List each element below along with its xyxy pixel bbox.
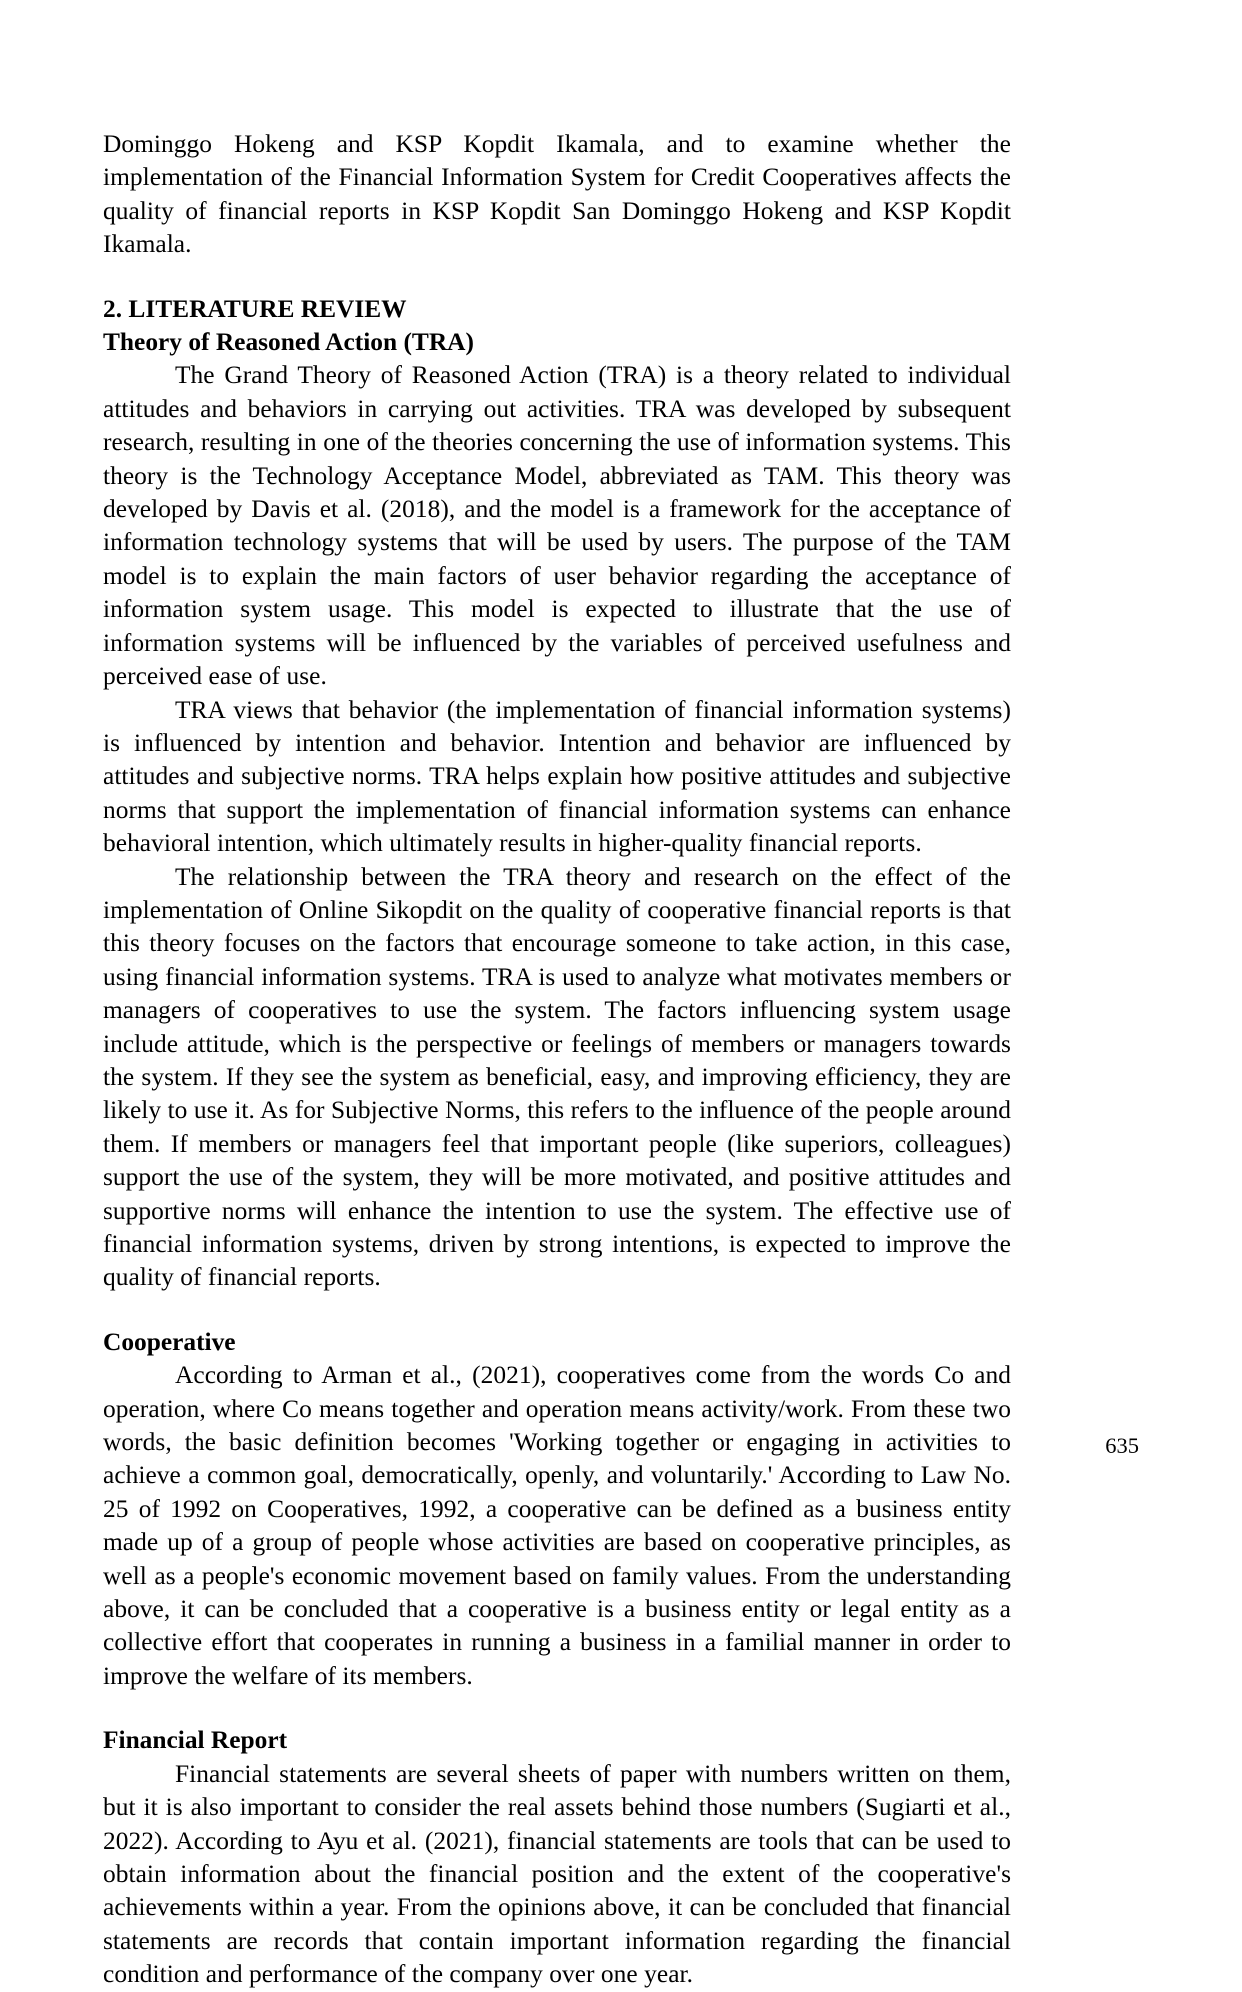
tra-paragraph-3: The relationship between the TRA theory and research on the effect of the implementation of Online Sikopdit on the quality of cooperative financial reports is that this theory focuses on the factors that encourage someone to take action, in this case, using financial information systems. TRA is used to analyze what motivates members or managers of cooperatives to use the system. The factors influencing system usage include attitude, which is the perspective or feelings of members or managers towards the system. If they see the system as beneficial, easy, and improving efficiency, they are likely to use it. As for Subjective Norms, this refers to the influence of the people around them. If members or managers feel that important people (like superiors, colleagues) support the use of the system, they will be more motivated, and positive attitudes and supportive norms will enhance the intention to use the system. The effective use of financial information systems, driven by strong intentions, is expected to improve the quality of financial reports. — [103, 862, 1011, 1292]
subsection-heading-tra: Theory of Reasoned Action (TRA) — [103, 328, 474, 357]
subsection-heading-cooperative: Cooperative — [103, 1327, 236, 1356]
spacer — [103, 1693, 1011, 1724]
continued-paragraph: Dominggo Hokeng and KSP Kopdit Ikamala, and to examine whether the implementation of the Financial Information System for Credit Cooperatives affects the quality of financial reports in KSP Kopdit San Dominggo Hokeng and KSP Kopdit Ikamala. — [103, 130, 1011, 259]
section-heading-literature-review: 2. LITERATURE REVIEW — [103, 294, 407, 323]
page-number: 635 — [1105, 1433, 1139, 1458]
page-content — [103, 128, 1011, 1992]
cooperative-paragraph-1: According to Arman et al., (2021), cooperatives come from the words Co and operation, where Co means together and operation means activity/work. From these two words, the basic definition becomes 'Working together or engaging in activities to achieve a common goal, democratically, openly, and voluntarily.' According to Law No. 25 of 1992 on Cooperatives, 1992, a cooperative can be defined as a business entity made up of a group of people whose activities are based on cooperative principles, as well as a people's economic movement based on family values. From the understanding above, it can be concluded that a cooperative is a business entity or legal entity as a collective effort that cooperates in running a business in a familial manner in order to improve the welfare of its members. — [103, 1361, 1011, 1690]
tra-paragraph-2: TRA views that behavior (the implementation of financial information systems) is influenced by intention and behavior. Intention and behavior are influenced by attitudes and subjective norms. TRA helps explain how positive attitudes and subjective norms that support the implementation of financial information systems can enhance behavioral intention, which ultimately results in higher-quality financial reports. — [103, 695, 1011, 858]
spacer — [103, 262, 1011, 293]
spacer — [103, 1295, 1011, 1326]
subsection-heading-financial-report: Financial Report — [103, 1726, 288, 1755]
financial-report-paragraph-1: Financial statements are several sheets of paper with numbers written on them, but it is also important to consider the real assets behind those numbers (Sugiarti et al., 2022). According to Ayu et al. (2021), financial statements are tools that can be used to obtain information about the financial position and the extent of the cooperative's achievements within a year. From the opinions above, it can be concluded that financial statements are records that contain important information regarding the financial condition and performance of the company over one year. — [103, 1759, 1011, 1989]
tra-paragraph-1: The Grand Theory of Reasoned Action (TRA) is a theory related to individual attitudes and behaviors in carrying out activities. TRA was developed by subsequent research, resulting in one of the theories concerning the use of information systems. This theory is the Technology Acceptance Model, abbreviated as TAM. This theory was developed by Davis et al. (2018), and the model is a framework for the acceptance of information technology systems that will be used by users. The purpose of the TAM model is to explain the main factors of user behavior regarding the acceptance of information system usage. This model is expected to illustrate that the use of information systems will be influenced by the variables of perceived usefulness and perceived ease of use. — [103, 361, 1011, 691]
